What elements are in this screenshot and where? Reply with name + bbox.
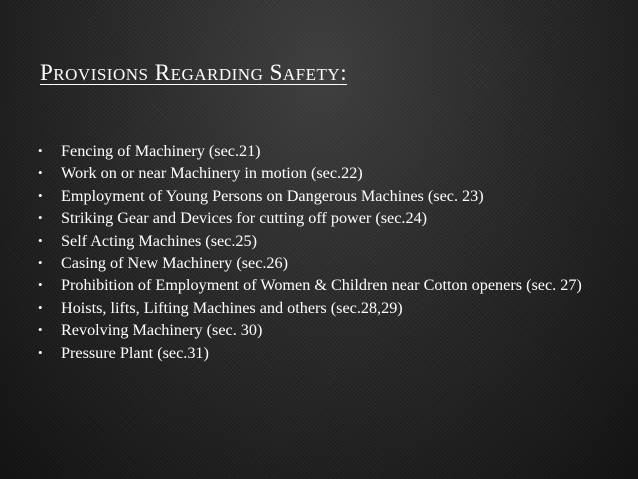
list-item-text: Revolving Machinery (sec. 30): [61, 321, 263, 340]
list-item: [38, 274, 618, 296]
title-word-provisions: PROVISIONS: [40, 60, 149, 85]
list-item: [38, 230, 618, 252]
list-item: [38, 162, 618, 184]
title-colon: :: [340, 60, 348, 85]
list-item-text: Pressure Plant (sec.31): [61, 343, 209, 362]
bullet-icon: •: [38, 210, 43, 226]
list-item-text: Striking Gear and Devices for cutting off power (sec.24): [61, 209, 428, 228]
list-item-text: Casing of New Machinery (sec.26): [61, 254, 289, 273]
list-item-text: Self Acting Machines (sec.25): [61, 231, 257, 250]
bullet-icon: •: [38, 187, 43, 203]
list-item: [38, 297, 618, 319]
list-item: [38, 185, 618, 207]
list-item-text: Fencing of Machinery (sec.21): [61, 142, 261, 160]
list-item: [38, 319, 618, 341]
bullet-icon: •: [38, 165, 43, 181]
list-item-text: Hoists, lifts, Lifting Machines and others (sec.28,29): [61, 298, 403, 317]
bullet-icon: •: [38, 232, 43, 248]
list-item: [38, 207, 618, 229]
list-item-text: Prohibition of Employment of Women & Children near Cotton openers (sec. 27): [61, 276, 582, 295]
bullet-icon: •: [38, 299, 43, 315]
title-word-regarding: REGARDING: [154, 60, 264, 85]
list-item: [38, 252, 618, 274]
bullet-icon: •: [38, 344, 43, 360]
list-item-text: Employment of Young Persons on Dangerous Machines (sec. 23): [61, 186, 484, 205]
slide-title: [40, 58, 347, 90]
title-word-safety: SAFETY: [269, 60, 341, 85]
bullet-icon: •: [38, 143, 43, 158]
bullet-icon: •: [38, 322, 43, 338]
bullet-icon: •: [38, 277, 43, 293]
bullet-list: [38, 140, 618, 364]
list-item: [38, 140, 618, 162]
list-item: [38, 342, 618, 364]
bullet-icon: •: [38, 255, 43, 271]
list-item-text: Work on or near Machinery in motion (sec.22): [61, 164, 363, 183]
